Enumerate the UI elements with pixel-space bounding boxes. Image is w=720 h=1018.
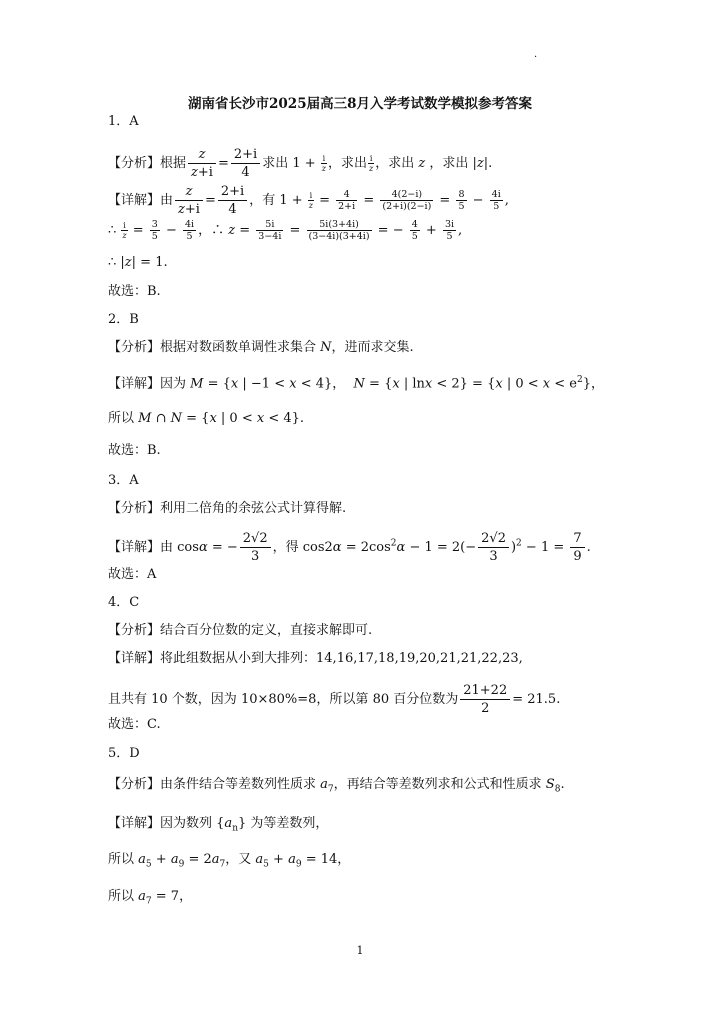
analysis-line: 【分析】根据 $\frac{z}{z+i}$ = $\frac{2+i}{4}$ 求出 1 + $\frac{i}{z}$ ，求出 $\frac{i}{z}$ ，求出 z ，求出 |z|. [108,147,493,180]
analysis-line [108,622,372,640]
detail-line [108,650,523,668]
detail-line: 【详解】因为 M = {x | −1 < x < 4}， N = {x | lnx < 2} = {x | $0 < x < e^2$}， [108,375,604,392]
detail-tag: 【详解】 [108,651,161,666]
analysis-line: 【分析】根据对数函数单调性求集合 N，进而求交集. [108,340,414,355]
detail-tag: 【详解】 [108,816,161,831]
detail-line: ∴ $\frac{i}{z}$ = $\frac{3}{5}$ − $\frac{4i}{5}$ ，∴ z = $\frac{5i}{3-4i}$ = $\frac{5i(3+4i)}{(3-4i)(3+4i)}$ = − $\frac{4}{5}$ + $\frac{3i}{5}$ , [108,219,463,242]
detail-text: 将此组数据从小到大排列：14,16,17,18,19,20,21,21,22,23, [160,651,523,666]
conclusion: 故选：C. [108,717,161,732]
detail-line: 【详解】由 cosα = − $\frac{2√2}{3}$ ，得 $\cos 2\alpha = 2\cos^2\alpha - 1 = 2(-$ $\frac{2√2}{3}$ )$^2$ − 1 = $\frac{7}{9}$ . [108,531,591,564]
detail-tag: 【详解】 [108,376,161,392]
question-number: 4．C [108,595,140,610]
analysis-text: 结合百分位数的定义，直接求解即可. [160,623,373,638]
conclusion: 故选：B. [108,443,161,458]
detail-line: 【详解】由 $\frac{z}{z+i}$ = $\frac{2+i}{4}$ ，有 1 + $\frac{i}{z}$ = $\frac{4}{2+i}$ = $\frac{4(2-i)}{(2+i)(2-i)}$ = $\frac{8}{5}$ − $\frac{4i}{5}$ , [108,184,509,217]
analysis-tag: 【分析】 [108,623,161,638]
page-title: 湖南省长沙市2025届高三8月入学考试数学模拟参考答案 [188,96,532,112]
analysis-tag: 【分析】 [108,777,161,792]
conclusion: 故选：A [108,567,157,582]
detail-tag: 【详解】 [108,193,161,208]
corner-mark: · [534,52,538,63]
detail-line: ∴ |z| = 1. [108,255,168,270]
question-number: 5．D [108,746,140,761]
detail-line: 且共有 10 个数，因为 10×80%=8，所以第 80 百分位数为 $\frac{21+22}{2}$ = 21.5. [108,683,561,716]
analysis-text: 利用二倍角的余弦公式计算得解. [160,501,347,516]
detail-line: 所以 M ∩ N = {x | 0 < x < 4}. [108,411,305,426]
detail-line: 所以 $a_5 + a_9 = 2a_7$，又 $a_5 + a_9 = 14$， [108,852,351,870]
analysis-tag: 【分析】 [108,156,161,171]
analysis-line: 【分析】由条件结合等差数列性质求 $a_7$，再结合等差数列求和公式和性质求 $S_8$. [108,777,565,795]
question-number: 2．B [108,312,139,327]
question-number: 3．A [108,473,139,488]
analysis-tag: 【分析】 [108,340,161,355]
analysis-line [108,500,346,518]
question-number: 1．A [108,114,139,129]
detail-line: 所以 $a_7 = 7$， [108,889,193,907]
page-number: 1 [356,944,364,957]
conclusion: 故选：B. [108,284,161,299]
analysis-tag: 【分析】 [108,501,161,516]
detail-tag: 【详解】 [108,540,161,555]
detail-line: 【详解】因为数列 $\{a_n\}$ 为等差数列， [108,816,329,834]
